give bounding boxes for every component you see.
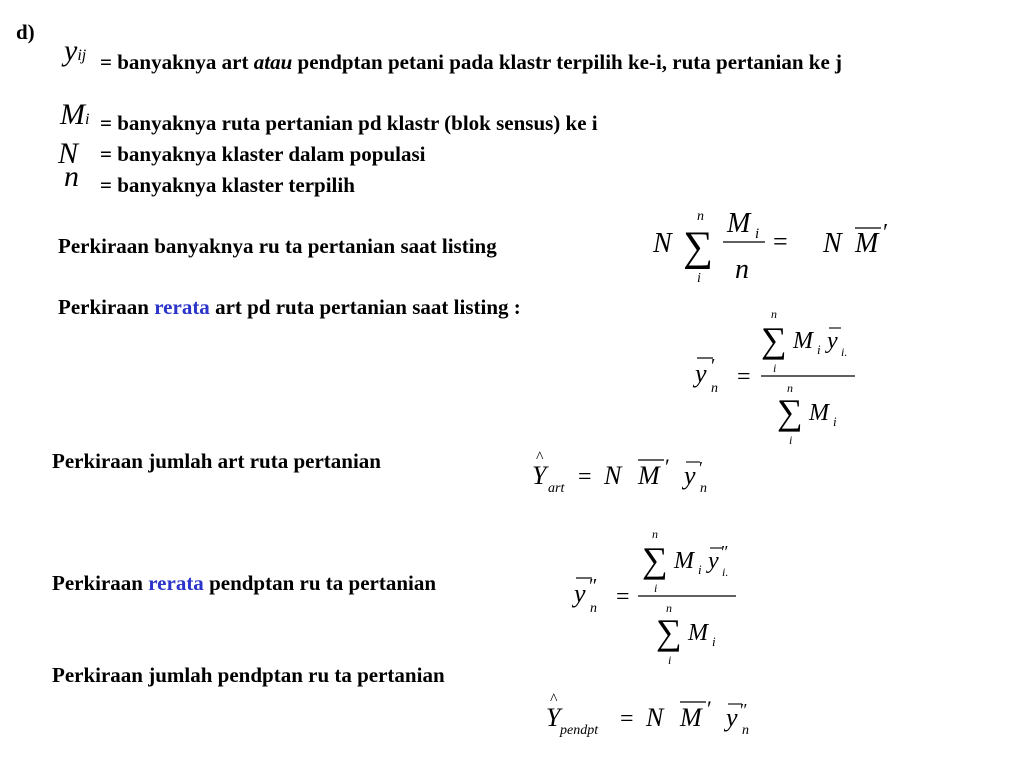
formula-total-art — [528, 450, 728, 500]
f3-N: N — [604, 461, 622, 490]
definition-N: = banyaknya klaster dalam populasi — [100, 142, 426, 166]
estimate-label-1: Perkiraan banyaknya ru ta pertanian saat listing — [58, 234, 497, 258]
symbol-y — [64, 34, 86, 68]
f4-num-y-dprime: ″ — [721, 542, 729, 562]
f5-hat: ^ — [550, 691, 558, 708]
f2-y-sub: n — [711, 381, 718, 396]
f3-M: M — [638, 461, 660, 490]
f3-y: y — [684, 461, 696, 490]
estimate-label-2-pre: Perkiraan — [58, 295, 155, 319]
f4-num-M: M — [674, 548, 694, 574]
f5-N: N — [646, 703, 664, 732]
f2-num-y: y — [827, 328, 838, 354]
f1-sum-lower: i — [697, 271, 701, 286]
f1-N2: N — [823, 228, 842, 259]
f2-num-sum-upper: n — [771, 307, 777, 321]
f2-equals: = — [737, 364, 751, 390]
f4-y-sub: n — [590, 601, 597, 616]
f4-den-M-sub: i — [712, 634, 716, 649]
f4-den-sigma: ∑ — [656, 612, 682, 652]
f2-num-sum-lower: i — [773, 361, 777, 375]
estimate-label-5: Perkiraan jumlah pendptan ru ta pertanian — [52, 663, 445, 687]
definition-n: = banyaknya klaster terpilih — [100, 173, 355, 197]
f2-num-M-sub: i — [817, 342, 821, 357]
f3-hat: ^ — [536, 450, 544, 466]
f1-denominator: n — [735, 254, 749, 285]
f2-num-M: M — [793, 328, 813, 354]
estimate-label-3: Perkiraan jumlah art ruta pertanian — [52, 449, 381, 473]
formula-mean-art — [685, 302, 885, 452]
estimate-label-4 — [52, 571, 436, 596]
symbol-y-subscript: ij — [77, 47, 87, 64]
estimate-label-4-pre: Perkiraan — [52, 571, 149, 595]
formula-mean-income — [566, 522, 766, 672]
symbol-n-letter: n — [64, 160, 79, 193]
f5-M: M — [680, 703, 702, 732]
f5-equals: = — [620, 706, 634, 732]
symbol-M-subscript: i — [85, 111, 90, 128]
f5-Y: Y — [546, 703, 561, 732]
f3-Y: Y — [532, 461, 547, 490]
f1-M: M — [727, 208, 751, 239]
f4-equals: = — [616, 584, 630, 610]
f1-prime: ′ — [883, 220, 889, 246]
definition-yij-prefix: = banyaknya art — [100, 50, 254, 74]
symbol-n — [64, 160, 79, 194]
f2-num-sigma: ∑ — [761, 320, 787, 360]
f3-equals: = — [578, 464, 592, 490]
f4-y: y — [574, 579, 586, 608]
f1-Mbar: M — [855, 228, 879, 259]
definition-yij-emph: atau — [253, 50, 293, 74]
f4-num-sigma: ∑ — [642, 540, 668, 580]
f5-Y-sub: pendpt — [560, 723, 599, 738]
symbol-M — [60, 98, 89, 132]
section-label: d) — [16, 20, 35, 44]
f3-M-prime: ′ — [665, 454, 670, 479]
f2-den-sigma: ∑ — [777, 392, 803, 432]
f4-num-M-sub: i — [698, 562, 702, 577]
f2-num-y-sub: i. — [841, 345, 848, 359]
f1-equals: = — [773, 227, 788, 256]
f4-den-M: M — [688, 620, 708, 646]
estimate-label-2-highlight: rerata — [154, 295, 210, 319]
f2-den-M: M — [809, 400, 829, 426]
f3-y-prime: ′ — [699, 458, 703, 478]
f1-N: N — [653, 228, 672, 259]
symbol-y-letter: y — [64, 34, 78, 67]
estimate-label-4-post: pendptan ru ta pertanian — [203, 571, 437, 595]
f4-den-sum-upper: n — [666, 601, 672, 615]
estimate-label-4-highlight: rerata — [148, 571, 204, 595]
f2-den-M-sub: i — [833, 414, 837, 429]
f5-M-prime: ′ — [707, 696, 712, 721]
f1-sigma: ∑ — [683, 224, 713, 270]
f5-y: y — [726, 703, 738, 732]
f4-num-y: y — [708, 548, 719, 574]
f3-y-sub: n — [700, 481, 707, 496]
definition-Mi: = banyaknya ruta pertanian pd klastr (blok sensus) ke i — [100, 111, 598, 135]
f4-num-sum-lower: i — [654, 581, 658, 595]
f5-y-sub: n — [742, 723, 749, 738]
f5-y-dprime: ″ — [740, 700, 748, 720]
f2-y: y — [695, 359, 707, 388]
f1-sum-upper: n — [697, 209, 704, 224]
f2-y-prime: ′ — [711, 355, 716, 377]
formula-total-income — [540, 690, 770, 745]
estimate-label-2-post: art pd ruta pertanian saat listing : — [209, 295, 521, 319]
f4-y-dprime: ″ — [589, 575, 598, 597]
formula-listing-count — [645, 200, 905, 290]
definition-yij-suffix: pendptan petani pada klastr terpilih ke-i, ruta pertanian ke j — [292, 50, 843, 74]
f4-num-y-sub: i. — [722, 565, 729, 579]
symbol-N-letter: N — [58, 137, 79, 170]
f3-Y-sub: art — [548, 481, 565, 496]
f1-M-sub: i — [755, 226, 760, 242]
f4-den-sum-lower: i — [668, 653, 672, 667]
f4-num-sum-upper: n — [652, 527, 658, 541]
symbol-M-letter: M — [60, 98, 85, 131]
estimate-label-2 — [58, 295, 521, 320]
f2-den-sum-upper: n — [787, 381, 793, 395]
f2-den-sum-lower: i — [789, 433, 793, 447]
definition-yij — [100, 50, 842, 75]
